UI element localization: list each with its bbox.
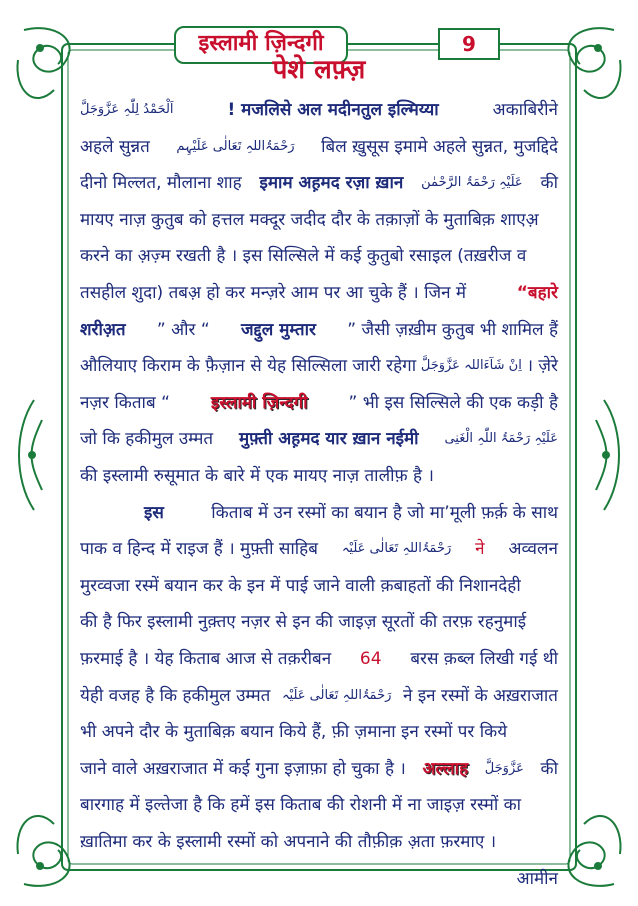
text-segment: तसहील शुदा) तबअ़ हो कर मन्ज़रे आम पर आ चुके हैं । जिन में xyxy=(80,282,467,303)
text-segment: फ़रमाई है । येह किताब आज से तक़रीबन xyxy=(80,648,332,669)
text-line xyxy=(80,495,558,532)
arabic-honorific: اَلْحَمْدُ لِلّٰہِ عَزَّوَجَلَّ xyxy=(80,102,174,117)
text-line xyxy=(80,714,558,751)
text-segment: अल्लाह xyxy=(422,758,469,779)
text-line xyxy=(80,165,558,202)
text-segment: मुरव्वजा रस्में बयान कर के इन में पाई जाने वाली क़बाहतों की निशानदेही xyxy=(80,575,521,596)
text-segment: की इस्लामी रुसूमात के बारे में एक मायए नाज़ तालीफ़ है । xyxy=(80,465,434,486)
text-line xyxy=(80,824,558,861)
text-segment: औलियाए किराम के फ़ैज़ान से येह सिल्सिला जारी रहेगा xyxy=(80,356,417,377)
text-line xyxy=(80,568,558,605)
text-segment: की है फिर इस्लामी नुक़्तए नज़र से इन की जाइज़ सूरतों की तरफ़ रहनुमाई xyxy=(80,612,527,633)
text-line xyxy=(80,92,558,129)
text-segment: की xyxy=(540,173,558,194)
text-segment: ने xyxy=(475,539,485,560)
text-segment: अकाबिरीने xyxy=(492,100,558,120)
text-segment: मायए नाज़ कुतुब को हत्तल मक्दूर जदीद दौर के तक़ाज़ों के मुताबिक़ शाएअ़ xyxy=(80,209,539,230)
text-segment: दीनो मिल्लत, मौलाना शाह xyxy=(80,173,242,194)
arabic-honorific: عَلَیْہِ رَحْمَۃُ اللّٰہِ الْغَنِی xyxy=(444,431,558,447)
text-segment: जो कि हकीमुल उम्मत xyxy=(80,429,214,450)
text-segment: मुफ़्ती अह़मद यार ख़ान नईमी xyxy=(238,429,419,450)
text-line xyxy=(80,385,558,422)
book-title-box: इस्लामी ज़िन्दगी xyxy=(174,26,348,64)
text-segment: इस xyxy=(144,502,164,523)
text-line xyxy=(80,348,558,385)
text-segment: 64 xyxy=(359,648,382,669)
text-line xyxy=(80,421,558,458)
arabic-honorific: رَحْمَۃُاللہِ تَعَالٰی عَلَیْہ xyxy=(341,541,452,557)
text-line xyxy=(80,678,558,715)
arabic-honorific: عَزَّوَجَلَّ xyxy=(484,760,524,776)
text-segment: अहले सुन्नत xyxy=(80,136,150,157)
arabic-honorific: عَلَیْہِ رَحْمَۃُ الرَّحْمٰن xyxy=(421,175,523,191)
text-segment: जद्दुल मुम्तार xyxy=(240,319,316,340)
text-segment: जाने वाले अख़राजात में कई गुना इज़ाफ़ा हो चुका है । xyxy=(80,758,406,779)
text-line xyxy=(80,751,558,788)
text-segment: ” जैसी ज़ख़ीम कुतुब भी शामिल हैं xyxy=(347,319,558,340)
text-segment: इस्लामी ज़िन्दगी xyxy=(210,392,308,413)
text-segment: अव्वलन xyxy=(508,539,558,560)
text-segment: बरस क़ब्ल लिखी गई थी xyxy=(410,648,558,669)
text-segment: ख़ातिमा कर के इस्लामी रस्मों को अपनाने की तौफ़ीक़ अ़ता फ़रमाए । xyxy=(80,831,497,852)
text-segment: नज़र किताब “ xyxy=(80,392,170,413)
text-segment: ” भी इस सिल्सिले की एक कड़ी है xyxy=(348,392,558,413)
text-line xyxy=(80,312,558,349)
text-segment: । ज़ेरे xyxy=(526,356,558,377)
text-segment: किताब में उन रस्मों का बयान है जो मा’मूली फ़र्क़ के साथ xyxy=(211,502,558,523)
text-segment: ने इन रस्मों के अख़राजात xyxy=(403,685,558,706)
text-line xyxy=(80,604,558,641)
text-line xyxy=(80,787,558,824)
text-line xyxy=(80,458,558,495)
text-segment: की xyxy=(540,758,558,779)
text-segment: ! मजलिसे अल मदीनतुल इल्मिय्या xyxy=(227,100,439,120)
text-segment: येही वजह है कि हकीमुल उम्मत xyxy=(80,685,271,706)
text-line xyxy=(80,531,558,568)
body-text xyxy=(80,92,558,860)
text-line xyxy=(80,202,558,239)
text-segment: भी अपने दौर के मुताबिक़ बयान किये हैं, फ़ी ज़माना इन रस्मों पर किये xyxy=(80,722,508,743)
page-heading: पेशे लफ़्ज़ xyxy=(272,55,366,85)
text-segment: करने का अ़ज़्म रखती है । इस सिल्सिले में कई कुतुबो रसाइल (तख़रीज व xyxy=(80,246,527,267)
text-line xyxy=(80,238,558,275)
text-segment: बिल ख़ुसूस इमामे अहले सुन्नत, मुजद्दिदे xyxy=(321,136,558,157)
closing-word: आमीन xyxy=(516,869,558,889)
text-segment: “बहारे xyxy=(516,282,558,303)
arabic-honorific: رَحْمَۃُاللہِ تَعَالٰی عَلَیْہِم xyxy=(176,138,295,154)
text-segment: ” और “ xyxy=(156,319,210,340)
text-segment: पाक व हिन्द में राइज हैं । मुफ़्ती साहिब xyxy=(80,539,318,560)
text-line xyxy=(80,641,558,678)
arabic-honorific: رَحْمَۃُاللہِ تَعَالٰی عَلَیْہ xyxy=(281,687,392,703)
text-line xyxy=(80,129,558,166)
arabic-honorific: اِنْ شَآءَاللہ عَزَّوَجَلَّ xyxy=(420,358,522,374)
text-segment: बारगाह में इल्तेजा है कि हमें इस किताब की रोशनी में ना जाइज़ रस्मों का xyxy=(80,795,522,816)
page-number: 9 xyxy=(438,28,500,60)
text-segment: शरीअ़त xyxy=(80,319,126,340)
text-line xyxy=(80,275,558,312)
text-segment: इमाम अह़मद रज़ा ख़ान xyxy=(259,173,404,194)
